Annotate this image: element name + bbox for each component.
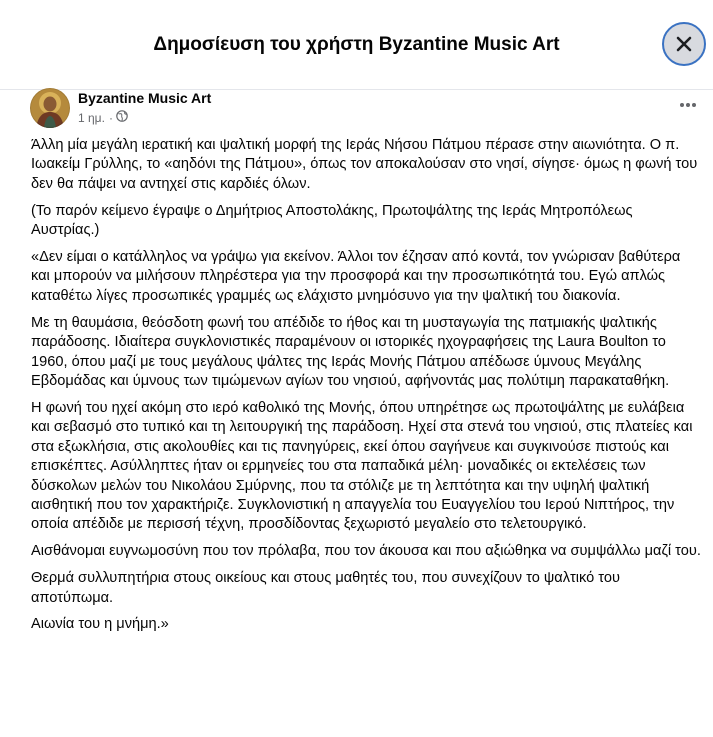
post-paragraph: «Δεν είμαι ο κατάλληλος να γράψω για εκείνον. Άλλοι τον έζησαν από κοντά, τον γνώρισαν βαθύτερα και μπορούν να μιλήσουν πληρέστερα για την προσφορά και την προσωπικότητά του. Εγώ απλώς καταθέτω λίγες προσωπικές γραμμές ως ελάχιστο μνημόσυνο για την ψαλτική του διακονία. xyxy=(31,249,681,304)
post-body xyxy=(31,136,701,642)
close-icon xyxy=(675,35,693,53)
post-paragraph: (Το παρόν κείμενο έγραψε ο Δημήτριος Αποστολάκης, Πρωτοψάλτης της Ιεράς Μητροπόλεως Αυστρίας.) xyxy=(31,202,633,239)
author-name[interactable]: Byzantine Music Art xyxy=(78,90,212,106)
post-paragraph: Θερμά συλλυπητήρια στους οικείους και στους μαθητές του, που συνεχίζουν το ψαλτικό του αποτύπωμα. xyxy=(31,570,620,606)
post-meta xyxy=(78,109,128,126)
more-options-button[interactable] xyxy=(672,95,704,115)
author-avatar[interactable] xyxy=(30,88,70,133)
post-timestamp[interactable]: 1 ημ. xyxy=(78,110,105,125)
dialog-title: Δημοσίευση του χρήστη Byzantine Music Art xyxy=(153,34,560,55)
close-button[interactable] xyxy=(662,22,706,66)
post-paragraph: Άλλη μία μεγάλη ιερατική και ψαλτική μορφή της Ιεράς Νήσου Πάτμου πέρασε στην αιωνιότητα. Ο π. Ιωακείμ Γρύλλης, το «αηδόνι της Πάτμου», όπως τον αποκαλούσαν στο νησί, σίγησε· όμως η φωνή του δεν θα πάψει να αντηχεί στις καρδιές όλων. xyxy=(31,137,698,192)
post-paragraph: Η φωνή του ηχεί ακόμη στο ιερό καθολικό της Μονής, όπου υπηρέτησε ως πρωτοψάλτης με ευλάβεια και σεβασμό στο τυπικό και τη λειτουργική της παράδοση. Ηχεί στα στενά του νησιού, στις πλατείες και στα εξωκλήσια, στις ακολουθίες και τις πανηγύρεις, εκεί όπου σαγήνευε και συγκινούσε πιστούς και επισκέπτες. Ασύλληπτες ήταν οι ερμηνείες του στα παπαδικά μέλη· μοναδικές οι εκτελέσεις των δύσκολων μελών του Νικολάου Σμύρνης, που τα στόλιζε με τη λεπτότητα και την υψηλή ψαλτική αισθητική που τον χαρακτήριζε. Συγκλονιστική η απαγγελία του Ευαγγελίου του Ιερού Νιπτήρος, την οποία απέδιδε με περισσή τέχνη, προσδίδοντας ξεχωριστό μεγαλείο στο τελετουργικό. xyxy=(31,399,693,533)
post-paragraph: Αισθάνομαι ευγνωμοσύνη που τον πρόλαβα, που τον άκουσα και που αξιώθηκα να συμψάλλω μαζί του. xyxy=(31,543,701,560)
post-paragraph: Αιωνία του η μνήμη.» xyxy=(31,616,169,633)
meta-separator: · xyxy=(108,110,113,125)
post-paragraph: Με τη θαυμάσια, θεόσδοτη φωνή του απέδιδε το ήθος και τη μυσταγωγία της πατμιακής ψαλτικής παράδοσης. Ιδιαίτερα συγκλονιστικές παραμένουν οι ιστορικές ηχογραφήσεις της Laura Boulton το 1960, όπου μαζί με τους μεγάλους ψάλτες της Ιεράς Μονής Πάτμου απέδωσε ύμνους Μεγάλης Εβδομάδας και ύμνους των τιμώμενων αγίων του νησιού, αφήνοντάς μας πολύτιμη παρακαταθήκη. xyxy=(31,314,670,389)
more-horizontal-icon xyxy=(679,102,697,108)
globe-icon xyxy=(116,110,128,126)
dialog-header xyxy=(0,0,713,90)
